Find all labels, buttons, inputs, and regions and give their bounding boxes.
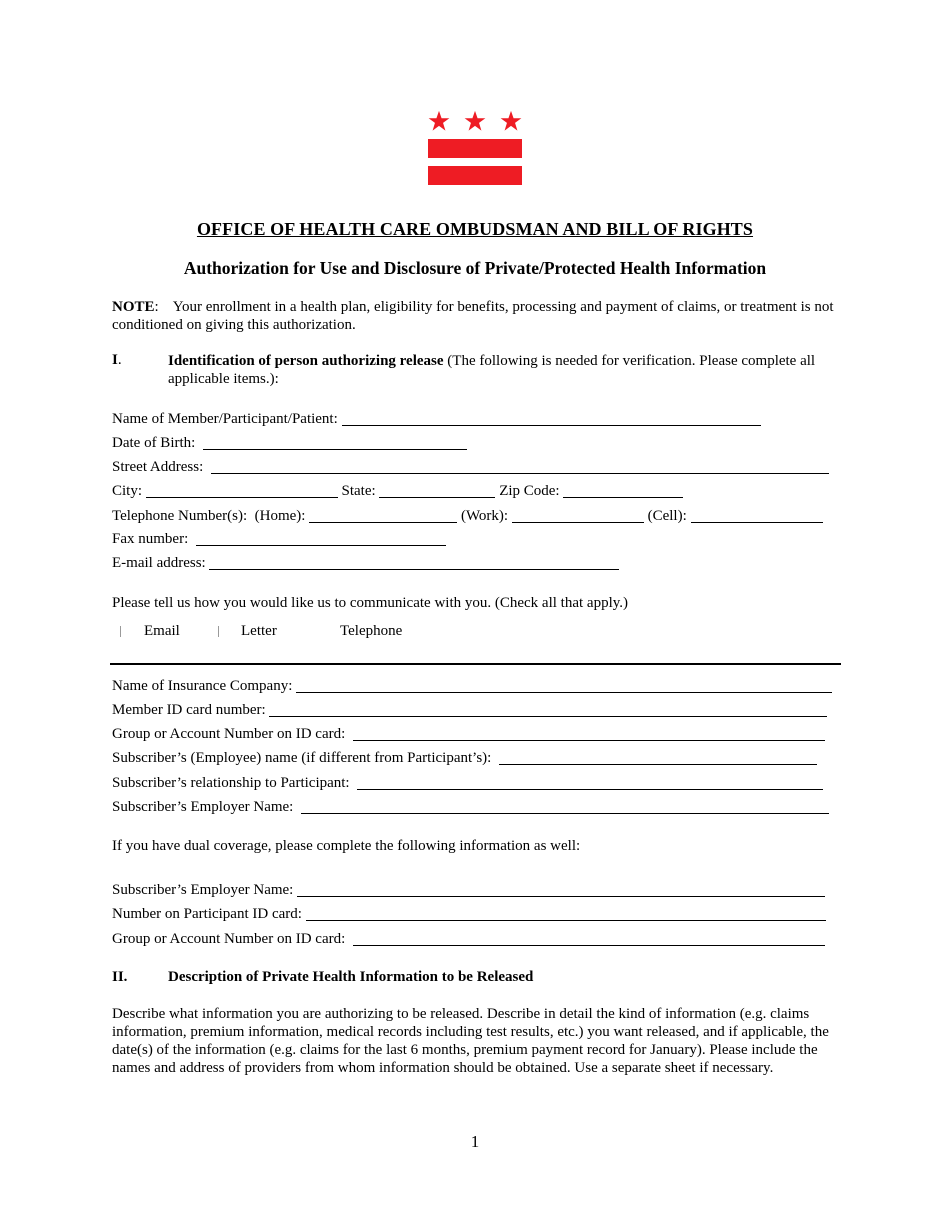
subscriber-relationship-field[interactable]: Subscriber’s relationship to Participant: xyxy=(112,772,823,792)
city-state-zip-field[interactable]: City: State: Zip Code: xyxy=(112,480,683,500)
telephone-option-label: Telephone xyxy=(340,623,403,639)
email-option-label: Email xyxy=(144,623,180,639)
telephone-field[interactable]: Telephone Number(s): (Home): (Work): (Cell): xyxy=(112,505,823,525)
dual-subscriber-employer-field[interactable]: Subscriber’s Employer Name: xyxy=(112,879,825,899)
star-icon xyxy=(500,110,522,132)
section-2-description: Describe what information you are authorizing to be released. Describe in detail the kind of information (e.g. claims information, premium information, medical records including test results, etc.) you want released, and if applicable, the date(s) of the information (e.g. claims for the last 6 months, premium payment record for January). Please include the names and address of providers from whom information should be obtained. Use a separate sheet if necessary. xyxy=(112,1006,829,1076)
group-number-field[interactable]: Group or Account Number on ID card: xyxy=(112,723,825,743)
note-paragraph xyxy=(112,298,842,334)
dual-coverage-prompt: If you have dual coverage, please complete the following information as well: xyxy=(112,838,581,854)
star-icon xyxy=(464,110,486,132)
street-address-field[interactable]: Street Address: xyxy=(112,456,829,476)
subscriber-name-field[interactable]: Subscriber’s (Employee) name (if different from Participant’s): xyxy=(112,747,817,767)
participant-id-field[interactable]: Number on Participant ID card: xyxy=(112,903,826,923)
flag-bar xyxy=(428,139,522,158)
email-checkbox[interactable] xyxy=(120,626,121,637)
member-name-field[interactable]: Name of Member/Participant/Patient: xyxy=(112,408,761,428)
section-1-number: I. xyxy=(112,352,122,368)
note-text: Your enrollment in a health plan, eligibility for benefits, processing and payment of claims, or treatment is not conditioned on giving this authorization. xyxy=(112,299,834,333)
star-icon xyxy=(428,110,450,132)
subscriber-employer-field[interactable]: Subscriber’s Employer Name: xyxy=(112,796,829,816)
page-title: OFFICE OF HEALTH CARE OMBUDSMAN AND BILL OF RIGHTS xyxy=(196,219,754,239)
note-label: NOTE xyxy=(112,299,155,315)
dob-field[interactable]: Date of Birth: xyxy=(112,432,467,452)
flag-bar xyxy=(428,166,522,185)
section-1-heading-text: (The following is needed for verification. Please complete all applicable items.): xyxy=(168,353,816,387)
section-2-heading: Description of Private Health Information to be Released xyxy=(168,969,534,985)
section-1-heading-bold: Identification of person authorizing release xyxy=(168,353,444,369)
email-field[interactable]: E-mail address: xyxy=(112,552,619,572)
fax-field[interactable]: Fax number: xyxy=(112,528,446,548)
letter-checkbox[interactable] xyxy=(218,626,219,637)
dc-flag-logo xyxy=(428,110,522,186)
dual-group-number-field[interactable]: Group or Account Number on ID card: xyxy=(112,928,825,948)
communication-prompt: Please tell us how you would like us to communicate with you. (Check all that apply.) xyxy=(112,595,629,611)
letter-option-label: Letter xyxy=(241,623,277,639)
section-1-heading xyxy=(168,352,843,388)
page-number: 1 xyxy=(470,1132,480,1151)
note-colon: : xyxy=(154,299,159,315)
insurance-company-field[interactable]: Name of Insurance Company: xyxy=(112,675,832,695)
page-subtitle: Authorization for Use and Disclosure of Private/Protected Health Information xyxy=(183,258,767,278)
section-divider xyxy=(110,663,841,665)
member-id-field[interactable]: Member ID card number: xyxy=(112,699,827,719)
section-2-number: II. xyxy=(112,969,128,985)
